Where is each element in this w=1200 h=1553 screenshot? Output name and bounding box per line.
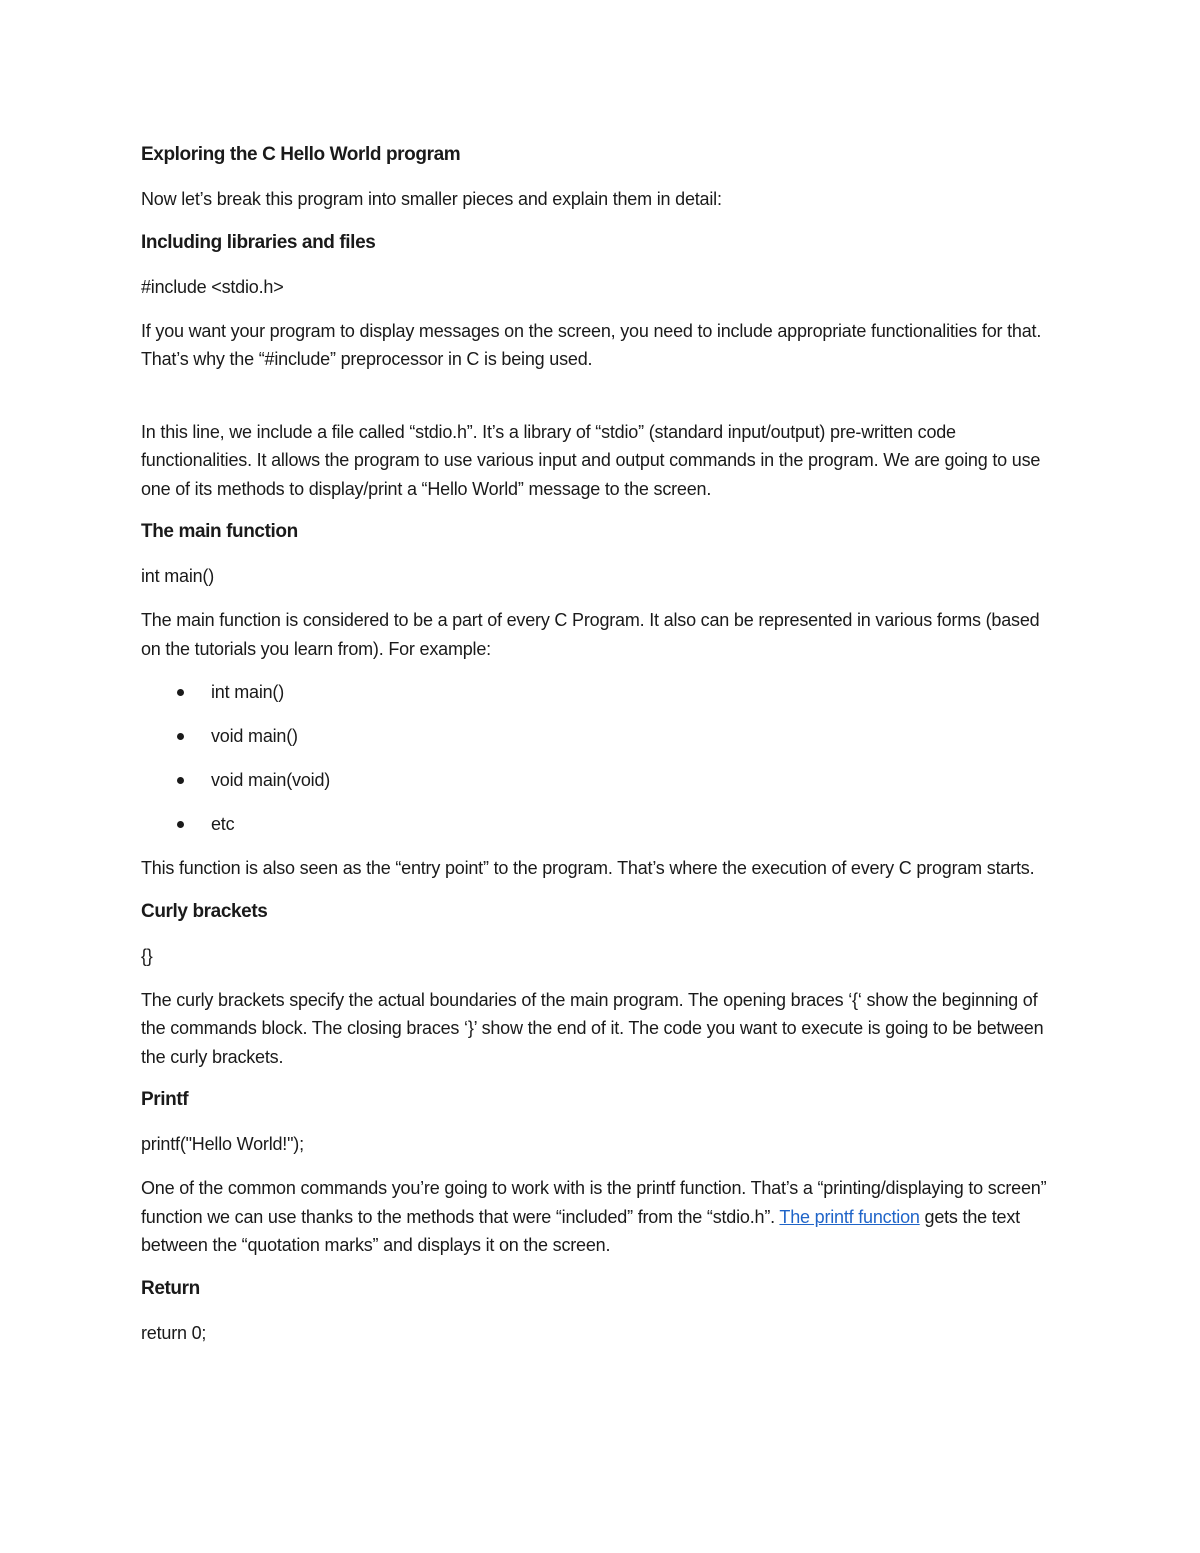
section-heading-return: Return	[141, 1277, 200, 1299]
list-item-text: void main(void)	[211, 770, 331, 790]
list-item	[141, 766, 1061, 794]
section-heading-include: Including libraries and files	[141, 231, 376, 253]
bullet-icon	[177, 821, 184, 828]
include-paragraph-2: In this line, we include a file called “stdio.h”. It’s a library of “stdio” (standard input/output) pre-written code functionalities. It allows the program to use various input and output commands in the program. We are going to use one of its methods to display/print a “Hello World” message to the screen.	[141, 421, 1041, 499]
code-main: int main()	[141, 566, 215, 586]
printf-text-before-link: One of the common commands you’re going to work with is the printf function. That’s a “printing/displaying to screen” function we can use thanks to the methods that were “included” from the “stdio.h”.	[141, 1178, 1047, 1227]
code-printf: printf("Hello World!");	[141, 1134, 304, 1154]
bullet-icon	[177, 777, 184, 784]
code-return: return 0;	[141, 1322, 207, 1343]
list-item-text: void main()	[211, 726, 298, 746]
list-item-text: etc	[211, 814, 235, 834]
main-paragraph-1: The main function is considered to be a part of every C Program. It also can be represented in various forms (based on the tutorials you learn from). For example:	[141, 610, 1040, 659]
bullet-icon	[177, 733, 184, 740]
list-item	[141, 810, 1061, 838]
printf-function-link[interactable]: The printf function	[779, 1206, 920, 1227]
code-include: #include <stdio.h>	[141, 276, 284, 297]
document-title: Exploring the C Hello World program	[141, 144, 461, 165]
intro-paragraph: Now let’s break this program into smaller pieces and explain them in detail:	[141, 189, 722, 209]
main-paragraph-2: This function is also seen as the “entry point” to the program. That’s where the execution of every C program starts.	[141, 858, 1035, 878]
section-heading-printf: Printf	[141, 1089, 189, 1110]
section-heading-brackets: Curly brackets	[141, 900, 268, 922]
code-brackets: {}	[141, 945, 153, 966]
include-paragraph-1: If you want your program to display messages on the screen, you need to include appropriate functionalities for that. That’s why the “#include” preprocessor in C is being used.	[141, 320, 1042, 369]
document-body	[141, 141, 1061, 1363]
bullet-icon	[177, 689, 184, 696]
blank-line	[141, 389, 1061, 418]
list-item	[141, 722, 1061, 750]
list-item	[141, 678, 1061, 706]
printf-text-after-link: gets the text between the “quotation marks” and displays it on the screen.	[141, 1206, 1020, 1255]
brackets-paragraph: The curly brackets specify the actual boundaries of the main program. The opening braces ‘{‘ show the beginning of the commands block. The closing braces ‘}’ show the end of it. The code you want to execute is going to be between the curly brackets.	[141, 989, 1044, 1067]
main-forms-list	[141, 678, 1061, 838]
section-heading-main: The main function	[141, 521, 298, 542]
list-item-text: int main()	[211, 682, 285, 702]
printf-paragraph	[141, 1174, 1061, 1260]
